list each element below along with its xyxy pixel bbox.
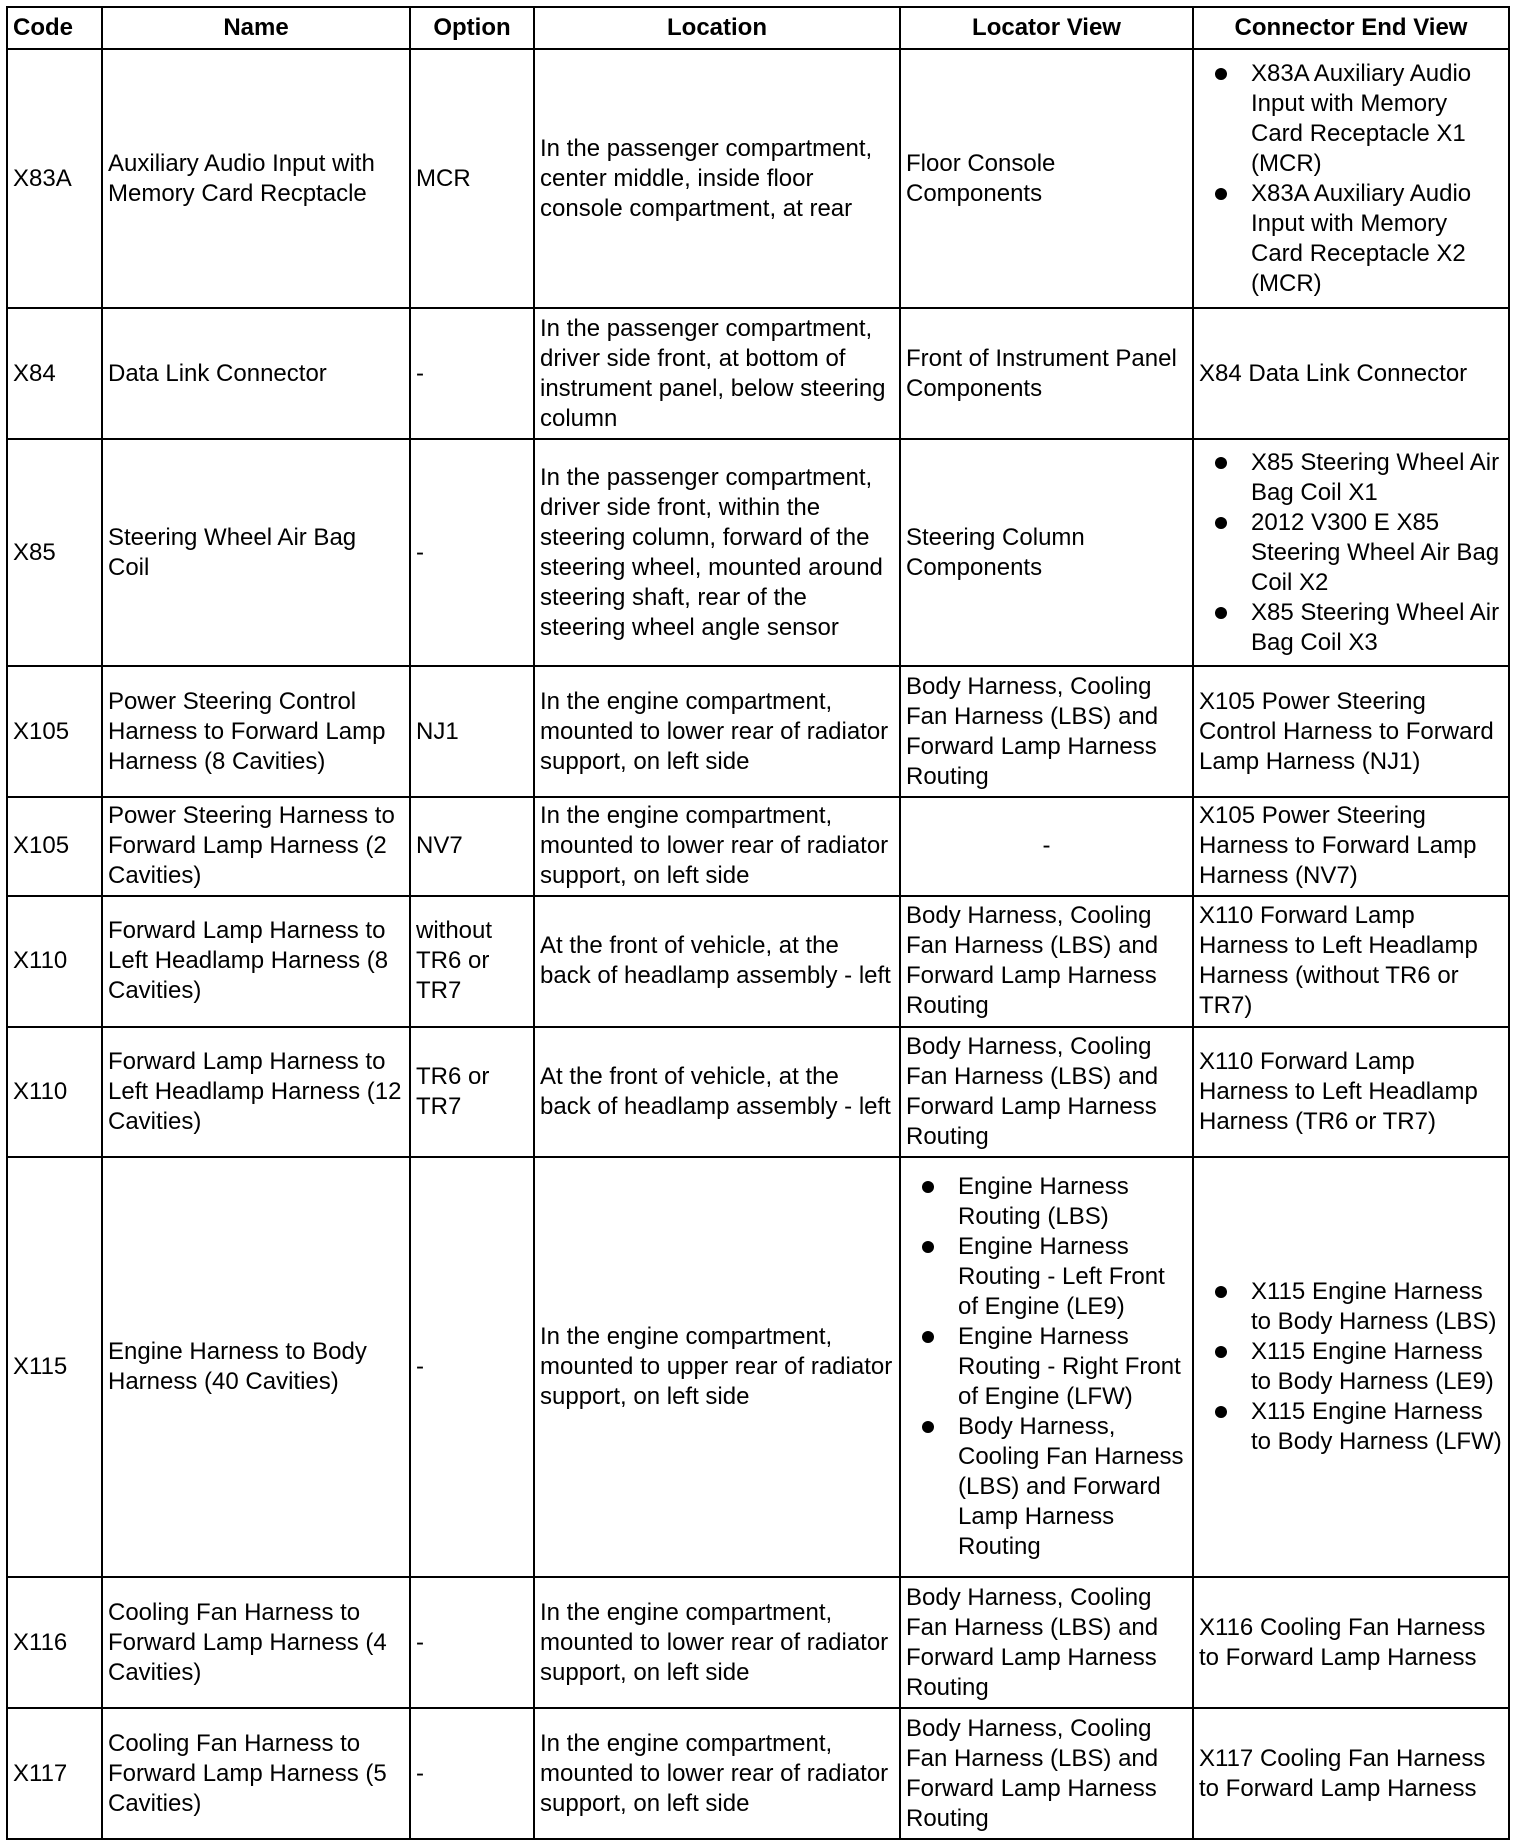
cell-location: In the passenger compartment, center middle, inside floor console compartment, at rear: [534, 49, 900, 308]
cell-code: X105: [7, 797, 102, 896]
cell-name: Forward Lamp Harness to Left Headlamp Harness (8 Cavities): [102, 896, 410, 1027]
locator-view-item: [906, 1322, 1187, 1412]
cell-option: -: [410, 1577, 534, 1708]
cell-name: Cooling Fan Harness to Forward Lamp Harness (5 Cavities): [102, 1708, 410, 1839]
connector-end-view-item: [1199, 508, 1503, 598]
connector-end-view-item-text: X115 Engine Harness to Body Harness (LFW): [1251, 1398, 1502, 1456]
cell-locator-view: [900, 1157, 1193, 1577]
connector-end-view-item-text: X115 Engine Harness to Body Harness (LE9): [1251, 1338, 1494, 1396]
connector-end-view-item-list: [1199, 59, 1503, 299]
table-row: [7, 1027, 1509, 1158]
connector-end-view-item: X116 Cooling Fan Harness to Forward Lamp Harness: [1199, 1613, 1486, 1671]
table-row: [7, 896, 1509, 1027]
locator-view-item-text: Body Harness, Cooling Fan Harness (LBS) and Forward Lamp Harness Routing: [958, 1413, 1184, 1561]
cell-location: At the front of vehicle, at the back of headlamp assembly - left: [534, 1027, 900, 1158]
locator-view-item: Front of Instrument Panel Components: [906, 344, 1177, 402]
connector-end-view-item-text: X83A Auxiliary Audio Input with Memory Card Receptacle X2 (MCR): [1251, 179, 1472, 297]
locator-view-item-text: Engine Harness Routing (LBS): [958, 1173, 1129, 1231]
locator-view-item: [906, 1412, 1187, 1562]
locator-view-item: Body Harness, Cooling Fan Harness (LBS) and Forward Lamp Harness Routing: [906, 672, 1159, 790]
connector-end-view-item-text: X83A Auxiliary Audio Input with Memory Card Receptacle X1 (MCR): [1251, 59, 1472, 177]
cell-name: Auxiliary Audio Input with Memory Card Recptacle: [102, 49, 410, 308]
cell-connector-end-view: [1193, 797, 1509, 896]
connector-end-view-item-text: X85 Steering Wheel Air Bag Coil X1: [1251, 448, 1500, 506]
locator-view-item: [906, 1172, 1187, 1232]
locator-view-item: Body Harness, Cooling Fan Harness (LBS) and Forward Lamp Harness Routing: [906, 1714, 1159, 1832]
bullet-icon: [922, 1241, 934, 1253]
connector-table: [6, 6, 1510, 1840]
cell-option: NJ1: [410, 666, 534, 797]
cell-code: X117: [7, 1708, 102, 1839]
cell-locator-view: [900, 439, 1193, 666]
connector-end-view-item: X110 Forward Lamp Harness to Left Headlamp Harness (TR6 or TR7): [1199, 1047, 1478, 1135]
cell-connector-end-view: [1193, 49, 1509, 308]
connector-end-view-item: [1199, 598, 1503, 658]
cell-locator-view: [900, 1708, 1193, 1839]
cell-location: In the engine compartment, mounted to lower rear of radiator support, on left side: [534, 1577, 900, 1708]
cell-code: X83A: [7, 49, 102, 308]
table-row: [7, 797, 1509, 896]
cell-locator-view: [900, 49, 1193, 308]
connector-end-view-item: X110 Forward Lamp Harness to Left Headlamp Harness (without TR6 or TR7): [1199, 902, 1478, 1020]
table-row: [7, 1157, 1509, 1577]
cell-locator-view: [900, 666, 1193, 797]
cell-connector-end-view: [1193, 1577, 1509, 1708]
connector-end-view-item: X117 Cooling Fan Harness to Forward Lamp Harness: [1199, 1744, 1486, 1802]
locator-view-item: Body Harness, Cooling Fan Harness (LBS) and Forward Lamp Harness Routing: [906, 1583, 1159, 1701]
cell-locator-view: [900, 308, 1193, 439]
table-body: [7, 49, 1509, 1839]
cell-name: Cooling Fan Harness to Forward Lamp Harness (4 Cavities): [102, 1577, 410, 1708]
cell-location: At the front of vehicle, at the back of headlamp assembly - left: [534, 896, 900, 1027]
bullet-icon: [1215, 457, 1227, 469]
cell-location: In the engine compartment, mounted to lower rear of radiator support, on left side: [534, 1708, 900, 1839]
header-locator-view: Locator View: [900, 7, 1193, 49]
connector-end-view-item: [1199, 1397, 1503, 1457]
header-name: Name: [102, 7, 410, 49]
connector-table-sheet: [6, 6, 1508, 1840]
cell-name: Power Steering Harness to Forward Lamp Harness (2 Cavities): [102, 797, 410, 896]
cell-connector-end-view: [1193, 1708, 1509, 1839]
locator-view-item-text: Engine Harness Routing - Right Front of Engine (LFW): [958, 1323, 1181, 1411]
connector-end-view-item-list: [1199, 448, 1503, 658]
cell-code: X110: [7, 1027, 102, 1158]
table-row: [7, 439, 1509, 666]
cell-location: In the engine compartment, mounted to lower rear of radiator support, on left side: [534, 797, 900, 896]
cell-locator-view: [900, 797, 1193, 896]
locator-view-item-text: Engine Harness Routing - Left Front of Engine (LE9): [958, 1233, 1165, 1321]
connector-end-view-item: [1199, 448, 1503, 508]
bullet-icon: [922, 1421, 934, 1433]
bullet-icon: [1215, 1286, 1227, 1298]
cell-location: In the passenger compartment, driver side front, at bottom of instrument panel, below steering column: [534, 308, 900, 439]
cell-location: In the passenger compartment, driver side front, within the steering column, forward of the steering wheel, mounted around steering shaft, rear of the steering wheel angle sensor: [534, 439, 900, 666]
cell-option: NV7: [410, 797, 534, 896]
bullet-icon: [922, 1181, 934, 1193]
connector-end-view-item: X105 Power Steering Harness to Forward Lamp Harness (NV7): [1199, 802, 1477, 890]
cell-connector-end-view: [1193, 1157, 1509, 1577]
connector-end-view-item: [1199, 1337, 1503, 1397]
locator-view-item-list: [906, 1172, 1187, 1562]
cell-locator-view: [900, 896, 1193, 1027]
locator-view-item: -: [1042, 832, 1051, 860]
cell-code: X85: [7, 439, 102, 666]
connector-end-view-item-list: [1199, 1277, 1503, 1457]
cell-option: -: [410, 439, 534, 666]
cell-name: Data Link Connector: [102, 308, 410, 439]
bullet-icon: [1215, 607, 1227, 619]
connector-end-view-item: X105 Power Steering Control Harness to Forward Lamp Harness (NJ1): [1199, 687, 1494, 775]
cell-connector-end-view: [1193, 1027, 1509, 1158]
cell-connector-end-view: [1193, 439, 1509, 666]
locator-view-item: Steering Column Components: [906, 523, 1085, 581]
table-row: [7, 49, 1509, 308]
bullet-icon: [1215, 1346, 1227, 1358]
connector-end-view-item: [1199, 179, 1503, 299]
header-connector-end-view: Connector End View: [1193, 7, 1509, 49]
locator-view-item: Body Harness, Cooling Fan Harness (LBS) and Forward Lamp Harness Routing: [906, 902, 1159, 1020]
table-row: [7, 308, 1509, 439]
connector-end-view-item-text: X85 Steering Wheel Air Bag Coil X3: [1251, 598, 1500, 656]
cell-location: In the engine compartment, mounted to lower rear of radiator support, on left side: [534, 666, 900, 797]
cell-name: Power Steering Control Harness to Forward Lamp Harness (8 Cavities): [102, 666, 410, 797]
cell-code: X115: [7, 1157, 102, 1577]
header-row: [7, 7, 1509, 49]
bullet-icon: [1215, 188, 1227, 200]
locator-view-item: Body Harness, Cooling Fan Harness (LBS) and Forward Lamp Harness Routing: [906, 1032, 1159, 1150]
cell-name: Forward Lamp Harness to Left Headlamp Harness (12 Cavities): [102, 1027, 410, 1158]
cell-location: In the engine compartment, mounted to upper rear of radiator support, on left side: [534, 1157, 900, 1577]
cell-name: Engine Harness to Body Harness (40 Cavities): [102, 1157, 410, 1577]
cell-option: -: [410, 308, 534, 439]
cell-option: without TR6 or TR7: [410, 896, 534, 1027]
bullet-icon: [1215, 517, 1227, 529]
cell-code: X84: [7, 308, 102, 439]
connector-end-view-item: [1199, 1277, 1503, 1337]
locator-view-item: Floor Console Components: [906, 149, 1056, 207]
cell-code: X110: [7, 896, 102, 1027]
table-header: [7, 7, 1509, 49]
bullet-icon: [922, 1331, 934, 1343]
connector-end-view-item: X84 Data Link Connector: [1199, 359, 1468, 387]
cell-option: MCR: [410, 49, 534, 308]
cell-connector-end-view: [1193, 308, 1509, 439]
header-location: Location: [534, 7, 900, 49]
table-row: [7, 1577, 1509, 1708]
table-row: [7, 1708, 1509, 1839]
connector-end-view-item: [1199, 59, 1503, 179]
cell-option: -: [410, 1157, 534, 1577]
cell-code: X105: [7, 666, 102, 797]
header-code: Code: [7, 7, 102, 49]
cell-locator-view: [900, 1027, 1193, 1158]
cell-connector-end-view: [1193, 666, 1509, 797]
cell-connector-end-view: [1193, 896, 1509, 1027]
connector-end-view-item-text: 2012 V300 E X85 Steering Wheel Air Bag Coil X2: [1251, 508, 1500, 596]
header-option: Option: [410, 7, 534, 49]
cell-option: TR6 or TR7: [410, 1027, 534, 1158]
bullet-icon: [1215, 68, 1227, 80]
cell-option: -: [410, 1708, 534, 1839]
table-row: [7, 666, 1509, 797]
bullet-icon: [1215, 1406, 1227, 1418]
locator-view-item: [906, 1232, 1187, 1322]
connector-end-view-item-text: X115 Engine Harness to Body Harness (LBS): [1251, 1278, 1497, 1336]
cell-locator-view: [900, 1577, 1193, 1708]
cell-name: Steering Wheel Air Bag Coil: [102, 439, 410, 666]
cell-code: X116: [7, 1577, 102, 1708]
